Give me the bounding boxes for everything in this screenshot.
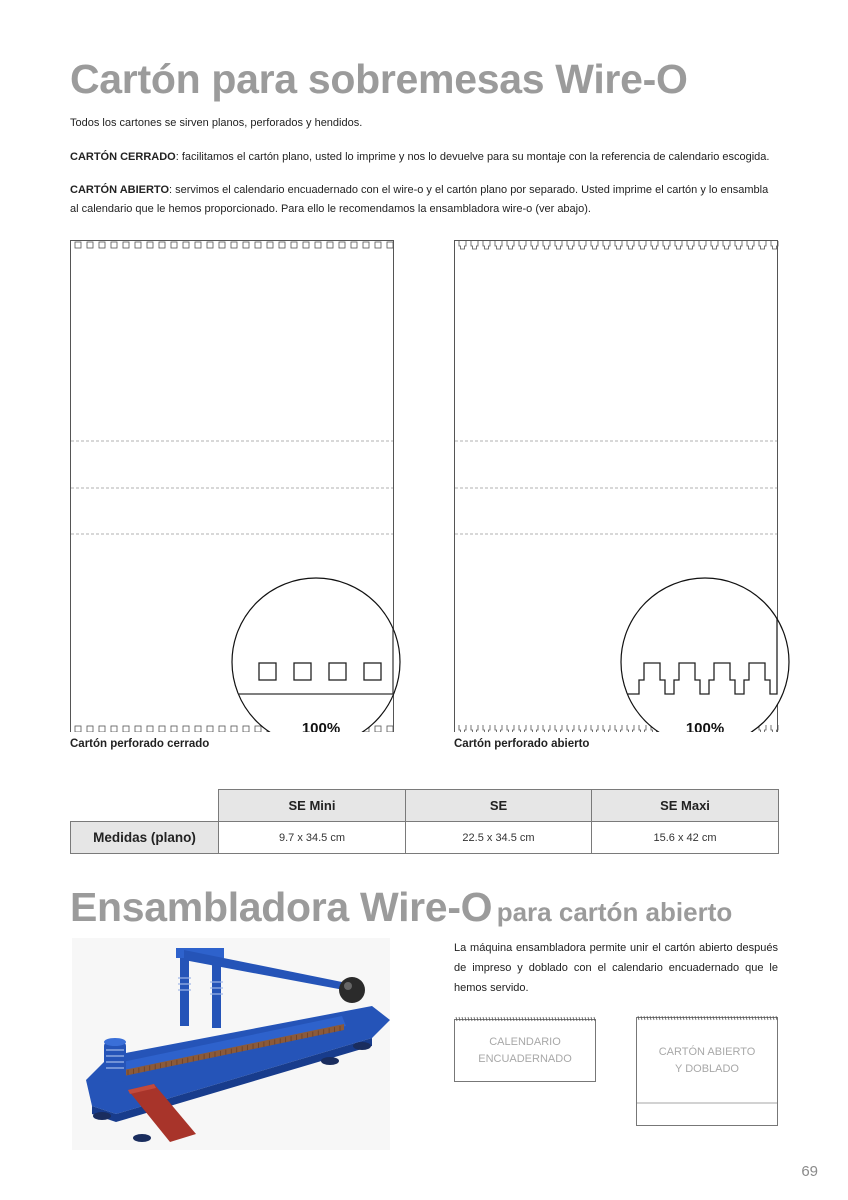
column-header-se: SE [406, 790, 592, 822]
cell-se: 22.5 x 34.5 cm [406, 822, 592, 854]
row-header-medidas: Medidas (plano) [71, 822, 219, 854]
carton-abierto-text [70, 181, 778, 219]
section-title-sub: para cartón abierto [496, 897, 733, 927]
box-right-line-2: Y DOBLADO [675, 1063, 739, 1075]
carton-abierto-description: : servimos el calendario encuadernado con el wire-o y el cartón plano por separado. Usted imprime el cartón y lo ensambla al calendario que le hemos proporcionado. Para ello le recomendamos la ensambladora wire-o (ver abajo). [70, 184, 769, 215]
page-number: 69 [801, 1163, 818, 1180]
page-title: Cartón para sobremesas Wire-O [70, 56, 688, 102]
table-header-row [71, 790, 779, 822]
box-left-line-1: CALENDARIO [489, 1036, 561, 1048]
zoom-label-left: 100% [301, 720, 341, 732]
box-right-line-1: CARTÓN ABIERTO [658, 1046, 756, 1058]
carton-abierto-label: CARTÓN ABIERTO [70, 184, 169, 196]
column-header-se-mini: SE Mini [219, 790, 406, 822]
zoom-label-right: 100% [685, 720, 725, 732]
table-row [71, 822, 779, 854]
caption-carton-cerrado: Cartón perforado cerrado [70, 738, 210, 750]
section-title-ensambladora [70, 884, 732, 931]
carton-cerrado-text [70, 148, 778, 167]
carton-abierto-diagram [444, 232, 794, 732]
carton-cerrado-description: : facilitamos el cartón plano, usted lo imprime y nos lo devuelve para su montaje con la referencia de calendario escogida. [175, 151, 770, 163]
section-title-main: Ensambladora Wire-O [70, 884, 493, 930]
wire-o-machine-image [72, 938, 390, 1150]
carton-abierto-doblado-label [636, 1044, 778, 1078]
box-left-line-2: ENCUADERNADO [478, 1053, 572, 1065]
ensambladora-description: La máquina ensambladora permite unir el cartón abierto después de impreso y doblado con el calendario encuadernado que le hemos servido. [454, 942, 778, 994]
calendario-encuadernado-label [454, 1034, 596, 1068]
cell-se-mini: 9.7 x 34.5 cm [219, 822, 406, 854]
column-header-se-maxi: SE Maxi [592, 790, 779, 822]
cell-se-maxi: 15.6 x 42 cm [592, 822, 779, 854]
table-corner [71, 790, 219, 822]
caption-carton-abierto: Cartón perforado abierto [454, 738, 590, 750]
intro-text: Todos los cartones se sirven planos, perforados y hendidos. [70, 117, 363, 129]
sizes-table [70, 789, 779, 854]
carton-cerrado-label: CARTÓN CERRADO [70, 151, 176, 163]
carton-cerrado-diagram [60, 232, 405, 732]
